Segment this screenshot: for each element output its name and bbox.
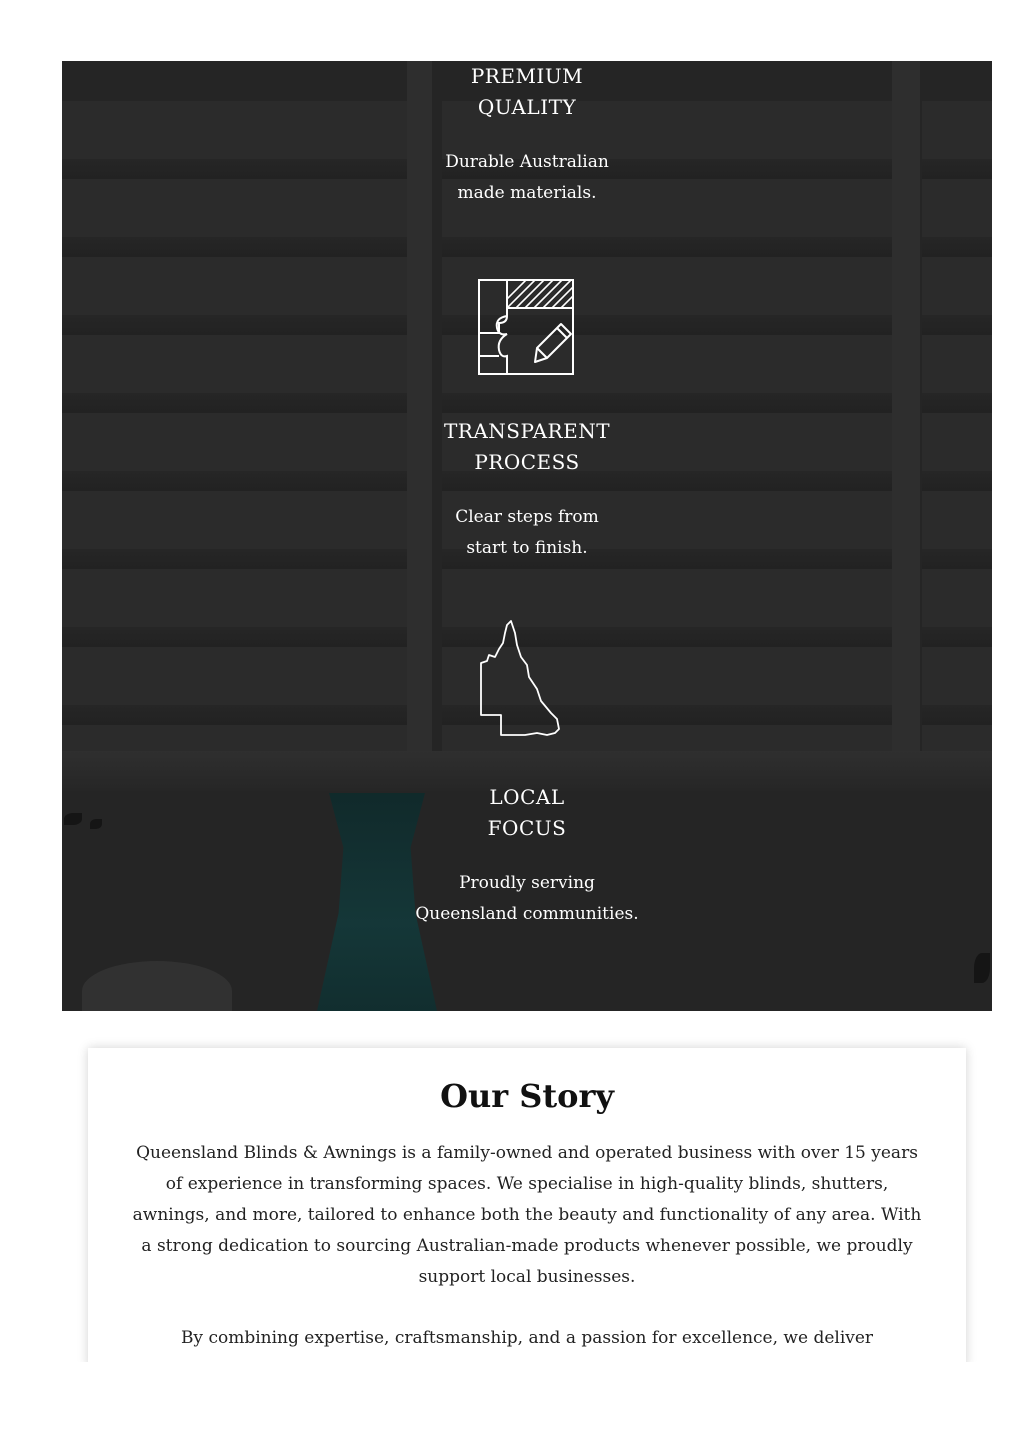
- feature-title: [407, 61, 647, 123]
- feature-desc-line: made materials.: [457, 183, 597, 203]
- feature-title-line: FOCUS: [487, 816, 567, 840]
- our-story-card: [88, 1048, 966, 1368]
- pot-decoration: [82, 961, 232, 1011]
- feature-description: [397, 868, 657, 930]
- blueprint-pencil-icon: [477, 278, 577, 378]
- story-paragraph: Queensland Blinds & Awnings is a family-owned and operated business with over 15 years of experience in transforming spaces. We specialise in high-quality blinds, shutters, awnings, and more, tailored to enhance both the beauty and functionality of any area. With a strong dedication to sourcing Australian-made products whenever possible, we proudly support local businesses.: [132, 1143, 922, 1287]
- feature-local-focus: [62, 619, 992, 930]
- page-bottom-margin: [0, 1362, 1024, 1449]
- queensland-map-icon: [477, 619, 577, 744]
- features-hero-section: [62, 61, 992, 1011]
- feature-desc-line: start to finish.: [466, 538, 588, 558]
- feature-title: [407, 416, 647, 478]
- feature-description: [397, 502, 657, 564]
- feature-title-line: PROCESS: [474, 450, 580, 474]
- feature-description: [397, 147, 657, 209]
- feature-title-line: QUALITY: [477, 95, 577, 119]
- feature-premium-quality: [62, 61, 992, 209]
- story-paragraph: By combining expertise, craftsmanship, and a passion for excellence, we deliver: [180, 1328, 874, 1348]
- feature-desc-line: Durable Australian: [445, 152, 609, 172]
- feature-desc-line: Proudly serving: [459, 873, 595, 893]
- leaf-decoration: [974, 953, 990, 983]
- feature-title-line: TRANSPARENT: [443, 419, 611, 443]
- feature-transparent-process: [62, 278, 992, 564]
- feature-desc-line: Clear steps from: [455, 507, 599, 527]
- feature-title-line: LOCAL: [489, 785, 565, 809]
- feature-title: [407, 782, 647, 844]
- feature-desc-line: Queensland communities.: [415, 904, 639, 924]
- feature-title-line: PREMIUM: [470, 64, 584, 88]
- story-title: Our Story: [440, 1077, 614, 1115]
